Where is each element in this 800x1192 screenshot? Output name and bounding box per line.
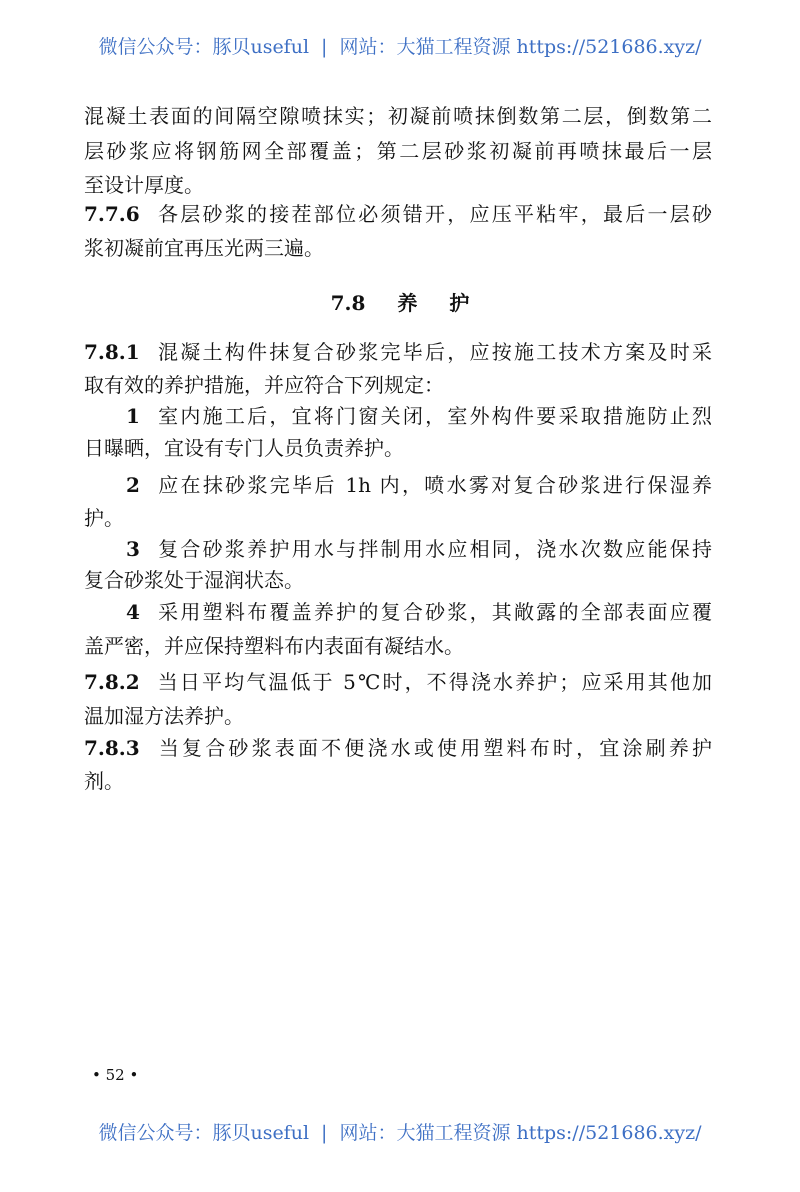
text-line: 混凝土表面的间隔空隙喷抹实；初凝前喷抹倒数第二层，倒数第二 [84,104,712,128]
clause-number: 7.8.3 [84,736,140,760]
item-1 [126,404,712,428]
text: 各层砂浆的接茬部位必须错开，应压平粘牢，最后一层砂 [155,202,712,226]
text-line: 至设计厚度。 [84,173,204,197]
clause-number: 7.7.6 [84,202,140,226]
text-line: 盖严密，并应保持塑料布内表面有凝结水。 [84,634,464,658]
item-3 [126,537,712,561]
item-4 [126,600,712,624]
text-line: 剂。 [84,769,124,793]
clause-number: 7.8.1 [84,340,140,364]
page-number: • 52 • [92,1066,139,1084]
clause-7-7-6 [84,202,712,226]
text-line: 温加湿方法养护。 [84,704,244,728]
section-title-1: 养 [397,291,418,315]
item-number: 2 [126,473,140,497]
wm-wechat: 微信公众号：豚贝useful [98,36,310,58]
text-line: 层砂浆应将钢筋网全部覆盖；第二层砂浆初凝前再喷抹最后一层 [84,139,712,163]
text: 应在抹砂浆完毕后 1h 内，喷水雾对复合砂浆进行保湿养 [155,473,712,497]
item-number: 3 [126,537,140,561]
text-line: 取有效的养护措施，并应符合下列规定： [84,373,444,397]
watermark-top [0,32,800,59]
item-2 [126,473,712,497]
text: 室内施工后，宜将门窗关闭，室外构件要采取措施防止烈 [155,404,712,428]
clause-7-8-3 [84,736,712,760]
clause-number: 7.8.2 [84,670,140,694]
section-title-2: 护 [449,291,470,315]
watermark-bottom [0,1118,800,1145]
wm-sep: | [321,1122,328,1144]
text: 复合砂浆养护用水与拌制用水应相同，浇水次数应能保持 [155,537,712,561]
wm-site: 网站：大猫工程资源 https://521686.xyz/ [339,36,702,58]
text: 混凝土构件抹复合砂浆完毕后，应按施工技术方案及时采 [155,340,712,364]
text: 采用塑料布覆盖养护的复合砂浆，其敞露的全部表面应覆 [155,600,712,624]
text-line: 日曝晒，宜设有专门人员负责养护。 [84,436,404,460]
wm-sep: | [321,36,328,58]
item-number: 4 [126,600,140,624]
clause-7-8-2 [84,670,712,694]
text: 当复合砂浆表面不便浇水或使用塑料布时，宜涂刷养护 [155,736,712,760]
text: 当日平均气温低于 5℃时，不得浇水养护；应采用其他加 [155,670,712,694]
clause-7-8-1 [84,340,712,364]
wm-wechat: 微信公众号：豚贝useful [98,1122,310,1144]
item-number: 1 [126,404,140,428]
text-line: 浆初凝前宜再压光两三遍。 [84,236,324,260]
section-heading [0,287,800,316]
wm-site: 网站：大猫工程资源 https://521686.xyz/ [339,1122,702,1144]
section-number: 7.8 [330,291,366,315]
text-line: 护。 [84,506,124,530]
text-line: 复合砂浆处于湿润状态。 [84,568,304,592]
